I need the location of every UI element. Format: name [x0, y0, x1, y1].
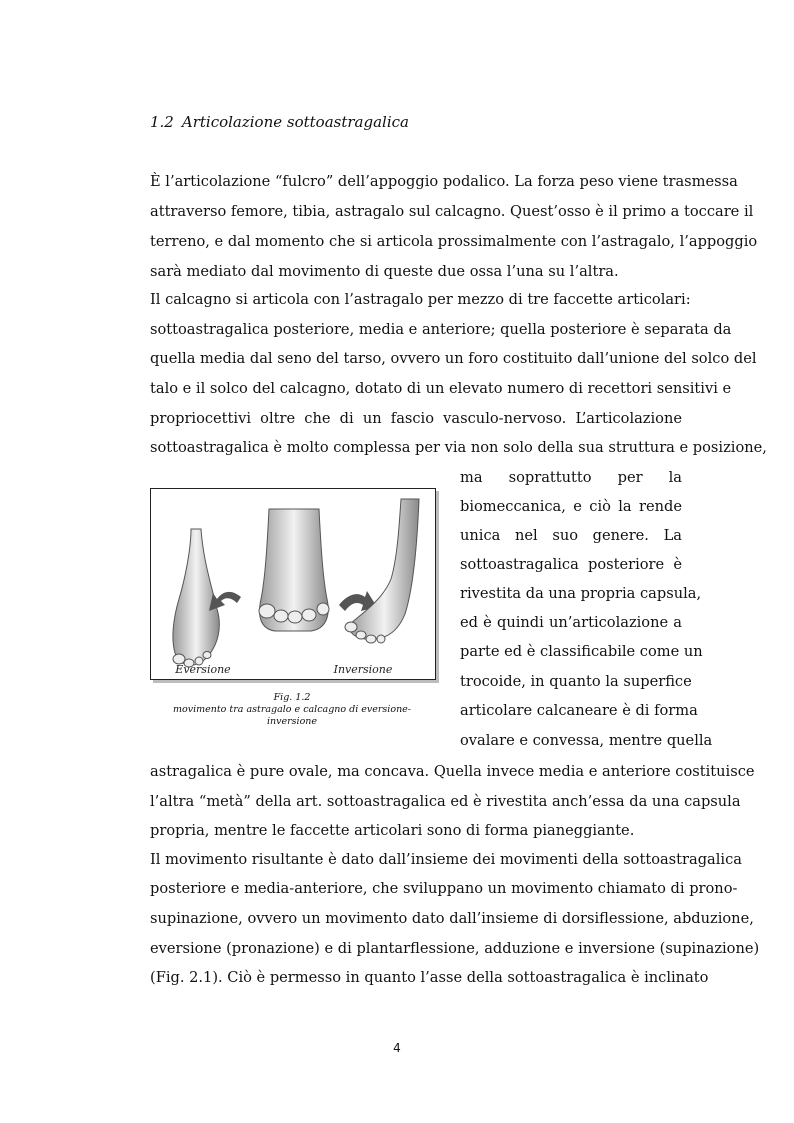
- text-line: terreno, e dal momento che si articola prossimalmente con l’astragalo, l’appoggio: [150, 233, 758, 250]
- text-line: Il movimento risultante è dato dall’insieme dei movimenti della sottoastragalica: [150, 851, 742, 868]
- text-line: quella media dal seno del tarso, ovvero un foro costituito dall’unione del solco del: [150, 350, 757, 367]
- page-number: 4: [393, 1041, 401, 1055]
- text-line: ma soprattutto per la: [460, 469, 682, 486]
- text-line: astragalica è pure ovale, ma concava. Quella invece media e anteriore costituisce: [150, 763, 755, 780]
- text-line: ovalare e convessa, mentre quella: [460, 732, 713, 749]
- text-line: sottoastragalica posteriore è: [460, 556, 682, 573]
- text-line: È l’articolazione “fulcro” dell’appoggio podalico. La forza peso viene trasmessa: [150, 173, 738, 190]
- text-line: sarà mediato dal movimento di queste due ossa l’una su l’altra.: [150, 263, 619, 280]
- text-line: posteriore e media-anteriore, che sviluppano un movimento chiamato di prono-: [150, 880, 738, 897]
- label-eversion: Eversione: [175, 663, 231, 676]
- text-line: sottoastragalica è molto complessa per via non solo della sua struttura e posizione,: [150, 439, 767, 456]
- label-inversion: Inversione: [333, 663, 393, 676]
- center-foot: [259, 509, 329, 631]
- section-number: 1.2: [150, 113, 174, 131]
- text-line: articolare calcaneare è di forma: [460, 702, 698, 719]
- section-heading: [150, 113, 409, 131]
- text-line: l’altra “metà” della art. sottoastragalica ed è rivestita anch’essa da una capsula: [150, 793, 741, 810]
- feet-illustration: [151, 489, 435, 679]
- text-line: sottoastragalica posteriore, media e anteriore; quella posteriore è separata da: [150, 321, 732, 338]
- section-title: Articolazione sottoastragalica: [181, 113, 409, 131]
- arrow-left-icon: [209, 592, 241, 611]
- text-line: trocoide, in quanto la superfice: [460, 673, 692, 690]
- figure-caption: [150, 692, 434, 728]
- text-line: talo e il solco del calcagno, dotato di un elevato numero di recettori sensitivi e: [150, 380, 732, 397]
- text-line: parte ed è classificabile come un: [460, 643, 703, 660]
- right-foot-inversion: [345, 499, 419, 643]
- text-line: eversione (pronazione) e di plantarflessione, adduzione e inversione (supinazione): [150, 940, 760, 957]
- text-line: propriocettivi oltre che di un fascio vasculo-nervoso. L’articolazione: [150, 410, 682, 427]
- figure-eversion-inversion: [150, 488, 436, 680]
- text-line: attraverso femore, tibia, astragalo sul calcagno. Quest’osso è il primo a toccare il: [150, 203, 754, 220]
- text-line: supinazione, ovvero un movimento dato dall’insieme di dorsiflessione, abduzione,: [150, 910, 754, 927]
- text-line: rivestita da una propria capsula,: [460, 585, 702, 602]
- caption-title: Fig. 1.2: [273, 692, 311, 703]
- caption-line: movimento tra astragalo e calcagno di eversione-: [172, 704, 412, 715]
- text-line: biomeccanica, e ciò la rende: [460, 498, 682, 515]
- text-line: unica nel suo genere. La: [460, 527, 682, 544]
- text-line: (Fig. 2.1). Ciò è permesso in quanto l’asse della sottoastragalica è inclinato: [150, 969, 709, 986]
- caption-line: inversione: [266, 716, 318, 727]
- text-line: ed è quindi un’articolazione a: [460, 614, 682, 631]
- text-line: propria, mentre le faccette articolari sono di forma pianeggiante.: [150, 822, 635, 839]
- text-line: Il calcagno si articola con l’astragalo per mezzo di tre faccette articolari:: [150, 291, 691, 308]
